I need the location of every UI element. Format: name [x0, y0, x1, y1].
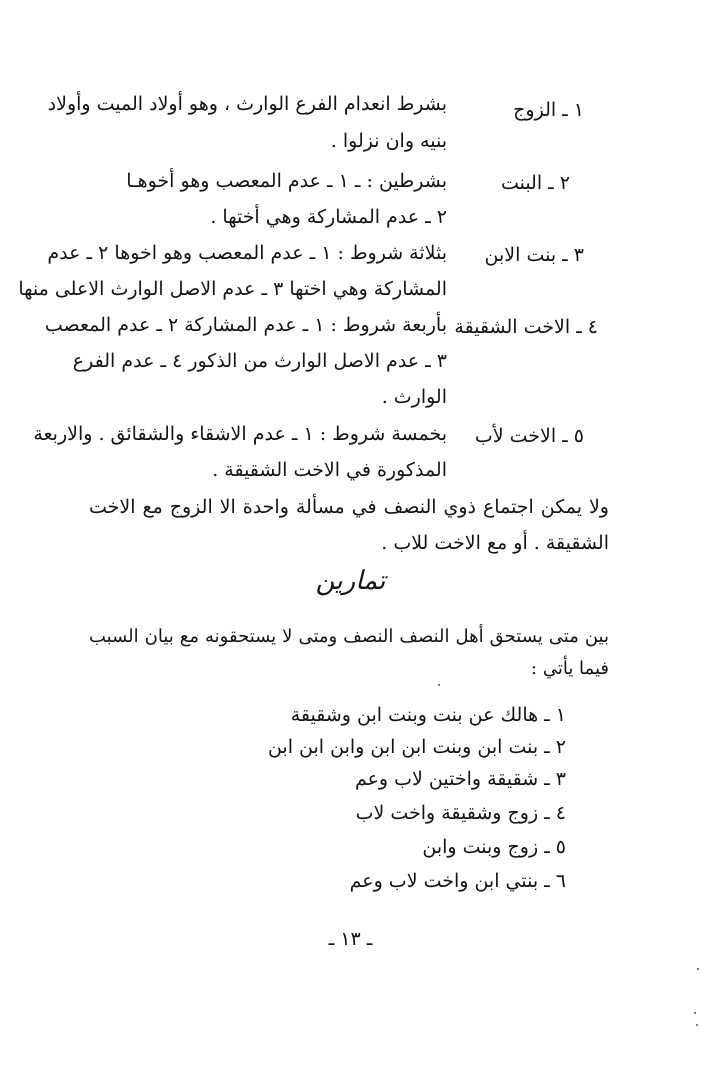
exercise-item-3: ٣ ـ شقيقة واختين لاب وعم: [354, 768, 566, 790]
section-4-line-2: ٣ ـ عدم الاصل الوارث من الذكور ٤ ـ عدم الفرع: [72, 350, 447, 372]
section-2-line-1: بشرطين : ـ ١ ـ عدم المعصب وهو أخوهـا: [126, 170, 447, 192]
exercise-item-4: ٤ ـ زوج وشقيقة واخت لاب: [355, 802, 566, 824]
section-5-heading: ٥ ـ الاخت لأب: [474, 425, 584, 447]
exercise-item-1: ١ ـ هالك عن بنت وبنت ابن وشقيقة: [290, 704, 566, 726]
closing-line-2: الشقيقة . أو مع الاخت للاب .: [381, 532, 609, 554]
section-5-line-1: بخمسة شروط : ١ ـ عدم الاشقاء والشقائق . والاربعة: [33, 423, 447, 445]
exercises-title: تمارين: [315, 566, 386, 596]
section-1-line-1: بشرط انعدام الفرع الوارث ، وهو أولاد الميت وأولاد: [47, 93, 447, 115]
section-5-line-2: المذكورة في الاخت الشقيقة .: [212, 459, 447, 481]
edge-speck: [696, 1024, 698, 1026]
section-2-line-2: ٢ ـ عدم المشاركة وهي أختها .: [210, 206, 447, 228]
closing-line-1: ولا يمكن اجتماع ذوي النصف في مسألة واحدة الا الزوج مع الاخت: [89, 496, 609, 518]
exercise-item-6: ٦ ـ بنتي ابن واخت لاب وعم: [349, 870, 566, 892]
section-3-line-2: المشاركة وهي اختها ٣ ـ عدم الاصل الوارث الاعلى منها: [18, 278, 447, 300]
section-3-heading: ٣ ـ بنت الابن: [484, 244, 584, 266]
section-1-line-2: بنيه وان نزلوا .: [330, 130, 447, 152]
section-4-line-3: الوارث .: [381, 386, 447, 408]
section-2-heading: ٢ ـ البنت: [500, 172, 570, 194]
exercise-intro-line-2: فيما يأتي :: [531, 658, 609, 679]
exercise-item-2: ٢ ـ بنت ابن وبنت ابن ابن وابن ابن ابن: [267, 736, 566, 758]
section-1-heading: ١ ـ الزوج: [513, 99, 584, 121]
page-number: ـ ١٣ ـ: [328, 928, 373, 950]
exercise-item-5: ٥ ـ زوج وبنت وابن: [422, 836, 566, 858]
ink-speck: [438, 684, 440, 686]
section-4-heading: ٤ ـ الاخت الشقيقة: [454, 316, 598, 338]
edge-speck: [697, 968, 699, 970]
exercise-intro-line-1: بين متى يستحق أهل النصف النصف ومتى لا يستحقونه مع بيان السبب: [89, 626, 609, 647]
edge-speck: [694, 1012, 696, 1014]
section-4-line-1: بأربعة شروط : ١ ـ عدم المشاركة ٢ ـ عدم المعصب: [44, 314, 447, 336]
section-3-line-1: بثلاثة شروط : ١ ـ عدم المعصب وهو اخوها ٢ ـ عدم: [47, 242, 447, 264]
